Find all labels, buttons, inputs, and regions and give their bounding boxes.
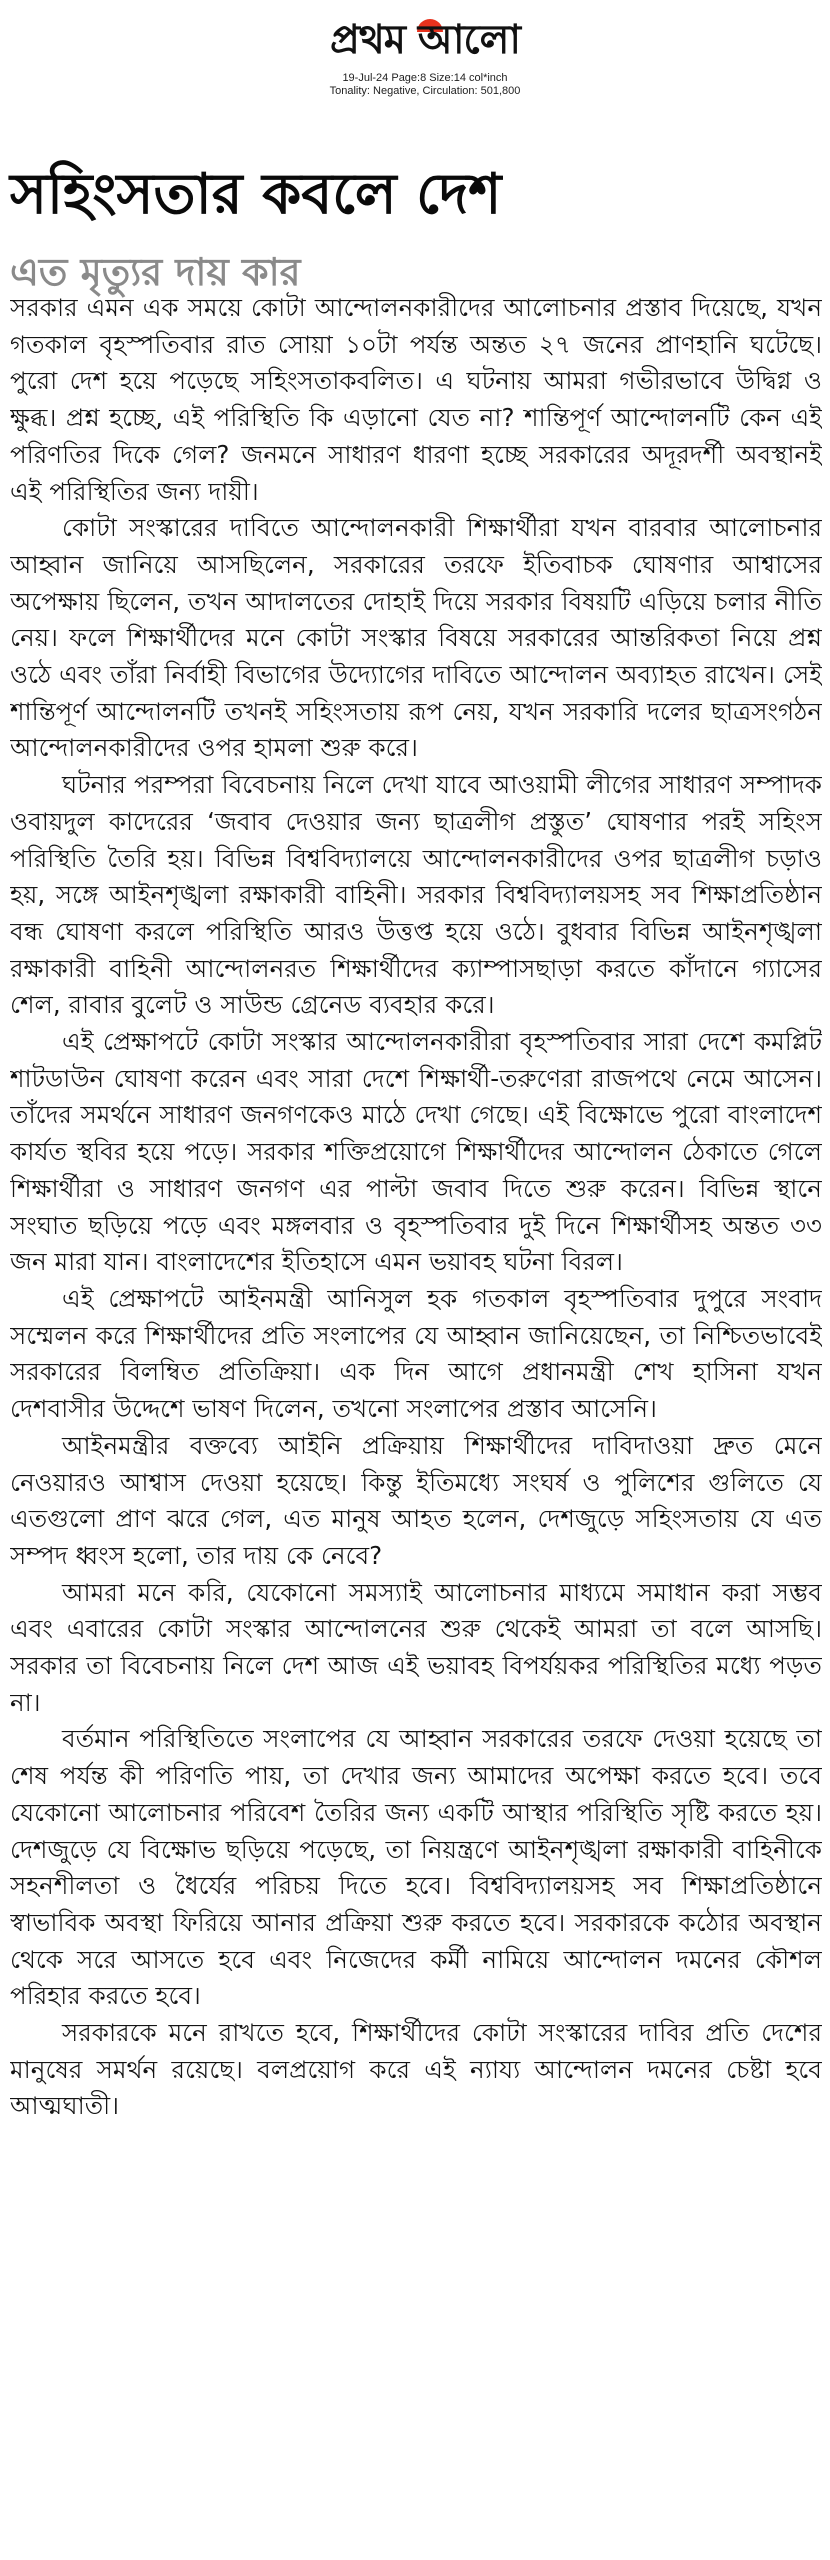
headline: সহিংসতার কবলে দেশ <box>10 161 502 227</box>
clipping-meta-tonality: Tonality: Negative, Circulation: 501,800 <box>329 85 521 97</box>
article-paragraph: কোটা সংস্কারের দাবিতে আন্দোলনকারী শিক্ষার্থীরা যখন বারবার আলোচনার আহ্বান জানিয়ে আসছিলেন, সরকারের তরফে ইতিবাচক ঘোষণার আশ্বাসের অপেক্ষায় ছিলেন, তখন আদালতের দোহাই দিয়ে সরকার বিষয়টি এড়িয়ে চলার নীতি নেয়। ফলে শিক্ষার্থীদের মনে কোটা সংস্কার বিষয়ে সরকারের আন্তরিকতা নিয়ে প্রশ্ন ওঠে এবং তাঁরা নির্বাহী বিভাগের উদ্যোগের দাবিতে আন্দোলন অব্যাহত রাখেন। সেই শান্তিপূর্ণ আন্দোলনটি তখনই সহিংসতায় রূপ নেয়, যখন সরকারি দলের ছাত্রসংগঠন আন্দোলনকারীদের ওপর হামলা শুরু করে। <box>10 513 822 763</box>
article-paragraph: সরকার এমন এক সময়ে কোটা আন্দোলনকারীদের আলোচনার প্রস্তাব দিয়েছে, যখন গতকাল বৃহস্পতিবার রাত সোয়া ১০টা পর্যন্ত অন্তত ২৭ জনের প্রাণহানি ঘটেছে। পুরো দেশ হয়ে পড়েছে সহিংসতাকবলিত। এ ঘটনায় আমরা গভীরভাবে উদ্বিগ্ন ও ক্ষুব্ধ। প্রশ্ন হচ্ছে, এই পরিস্থিতি কি এড়ানো যেত না? শান্তিপূর্ণ আন্দোলনটি কেন এই পরিণতির দিকে গেল? জনমনে সাধারণ ধারণা হচ্ছে সরকারের অদূরদর্শী অবস্থানই এই পরিস্থিতির জন্য দায়ী। <box>10 293 822 506</box>
article-body <box>10 290 822 2550</box>
clipping-meta-date-page: 19-Jul-24 Page:8 Size:14 col*inch <box>342 72 508 84</box>
subheadline: এত মৃত্যুর দায় কার <box>10 249 301 294</box>
article-paragraph: আইনমন্ত্রীর বক্তব্যে আইনি প্রক্রিয়ায় শিক্ষার্থীদের দাবিদাওয়া দ্রুত মেনে নেওয়ারও আশ্বাস দেওয়া হয়েছে। কিন্তু ইতিমধ্যে সংঘর্ষ ও পুলিশের গুলিতে যে এতগুলো প্রাণ ঝরে গেল, এত মানুষ আহত হলেন, দেশজুড়ে সহিংসতায় যে এত সম্পদ ধ্বংস হলো, তার দায় কে নেবে? <box>10 1430 822 1570</box>
article-paragraph: ঘটনার পরম্পরা বিবেচনায় নিলে দেখা যাবে আওয়ামী লীগের সাধারণ সম্পাদক ওবায়দুল কাদেরের ‘জবাব দেওয়ার জন্য ছাত্রলীগ প্রস্তুত’ ঘোষণার পরই সহিংস পরিস্থিতি তৈরি হয়। বিভিন্ন বিশ্ববিদ্যালয়ে আন্দোলনকারীদের ওপর ছাত্রলীগ চড়াও হয়, সঙ্গে আইনশৃঙ্খলা রক্ষাকারী বাহিনী। সরকার বিশ্ববিদ্যালয়সহ সব শিক্ষাপ্রতিষ্ঠান বন্ধ ঘোষণা করলে পরিস্থিতি আরও উত্তপ্ত হয়ে ওঠে। বুধবার বিভিন্ন আইনশৃঙ্খলা রক্ষাকারী বাহিনী আন্দোলনরত শিক্ষার্থীদের ক্যাম্পাসছাড়া করতে কাঁদানে গ্যাসের শেল, রাবার বুলেট ও সাউন্ড গ্রেনেড ব্যবহার করে। <box>10 770 822 1020</box>
masthead <box>10 0 820 110</box>
article-paragraph: আমরা মনে করি, যেকোনো সমস্যাই আলোচনার মাধ্যমে সমাধান করা সম্ভব এবং এবারের কোটা সংস্কার আন্দোলনের শুরু থেকেই আমরা তা বলে আসছি। সরকার তা বিবেচনায় নিলে দেশ আজ এই ভয়াবহ বিপর্যয়কর পরিস্থিতির মধ্যে পড়ত না। <box>10 1577 822 1717</box>
logo-text: প্রথম আলো <box>329 17 521 63</box>
article-paragraph: এই প্রেক্ষাপটে কোটা সংস্কার আন্দোলনকারীরা বৃহস্পতিবার সারা দেশে কমপ্লিট শাটডাউন ঘোষণা করেন এবং সারা দেশে শিক্ষার্থী-তরুণেরা রাজপথে নেমে আসেন। তাঁদের সমর্থনে সাধারণ জনগণকেও মাঠে দেখা গেছে। এই বিক্ষোভে পুরো বাংলাদেশ কার্যত স্থবির হয়ে পড়ে। সরকার শক্তিপ্রয়োগে শিক্ষার্থীদের আন্দোলন ঠেকাতে গেলে শিক্ষার্থীরা ও সাধারণ জনগণ এর পাল্টা জবাব দিতে শুরু করেন। বিভিন্ন স্থানে সংঘাত ছড়িয়ে পড়ে এবং মঙ্গলবার ও বৃহস্পতিবার দুই দিনে শিক্ষার্থীসহ অন্তত ৩৩ জন মারা যান। বাংলাদেশের ইতিহাসে এমন ভয়াবহ ঘটনা বিরল। <box>10 1027 822 1277</box>
newspaper-logo <box>297 14 553 66</box>
article-paragraph: বর্তমান পরিস্থিতিতে সংলাপের যে আহ্বান সরকারের তরফে দেওয়া হয়েছে তা শেষ পর্যন্ত কী পরিণতি পায়, তা দেখার জন্য আমাদের অপেক্ষা করতে হবে। তবে যেকোনো আলোচনার পরিবেশ তৈরির জন্য একটি আস্থার পরিস্থিতি সৃষ্টি করতে হয়। দেশজুড়ে যে বিক্ষোভ ছড়িয়ে পড়েছে, তা নিয়ন্ত্রণে আইনশৃঙ্খলা রক্ষাকারী বাহিনীকে সহনশীলতা ও ধৈর্যের পরিচয় দিতে হবে। বিশ্ববিদ্যালয়সহ সব শিক্ষাপ্রতিষ্ঠানে স্বাভাবিক অবস্থা ফিরিয়ে আনার প্রক্রিয়া শুরু করতে হবে। সরকারকে কঠোর অবস্থান থেকে সরে আসতে হবে এবং নিজেদের কর্মী নামিয়ে আন্দোলন দমনের কৌশল পরিহার করতে হবে। <box>10 1724 822 2011</box>
article-paragraph: এই প্রেক্ষাপটে আইনমন্ত্রী আনিসুল হক গতকাল বৃহস্পতিবার দুপুরে সংবাদ সম্মেলন করে শিক্ষার্থীদের প্রতি সংলাপের যে আহ্বান জানিয়েছেন, তা নিশ্চিতভাবেই সরকারের বিলম্বিত প্রতিক্রিয়া। এক দিন আগে প্রধানমন্ত্রী শেখ হাসিনা যখন দেশবাসীর উদ্দেশে ভাষণ দিলেন, তখনো সংলাপের প্রস্তাব আসেনি। <box>10 1283 822 1424</box>
article-paragraph: সরকারকে মনে রাখতে হবে, শিক্ষার্থীদের কোটা সংস্কারের দাবির প্রতি দেশের মানুষের সমর্থন রয়েছে। বলপ্রয়োগ করে এই ন্যায্য আন্দোলন দমনের চেষ্টা হবে আত্মঘাতী। <box>10 2018 822 2121</box>
